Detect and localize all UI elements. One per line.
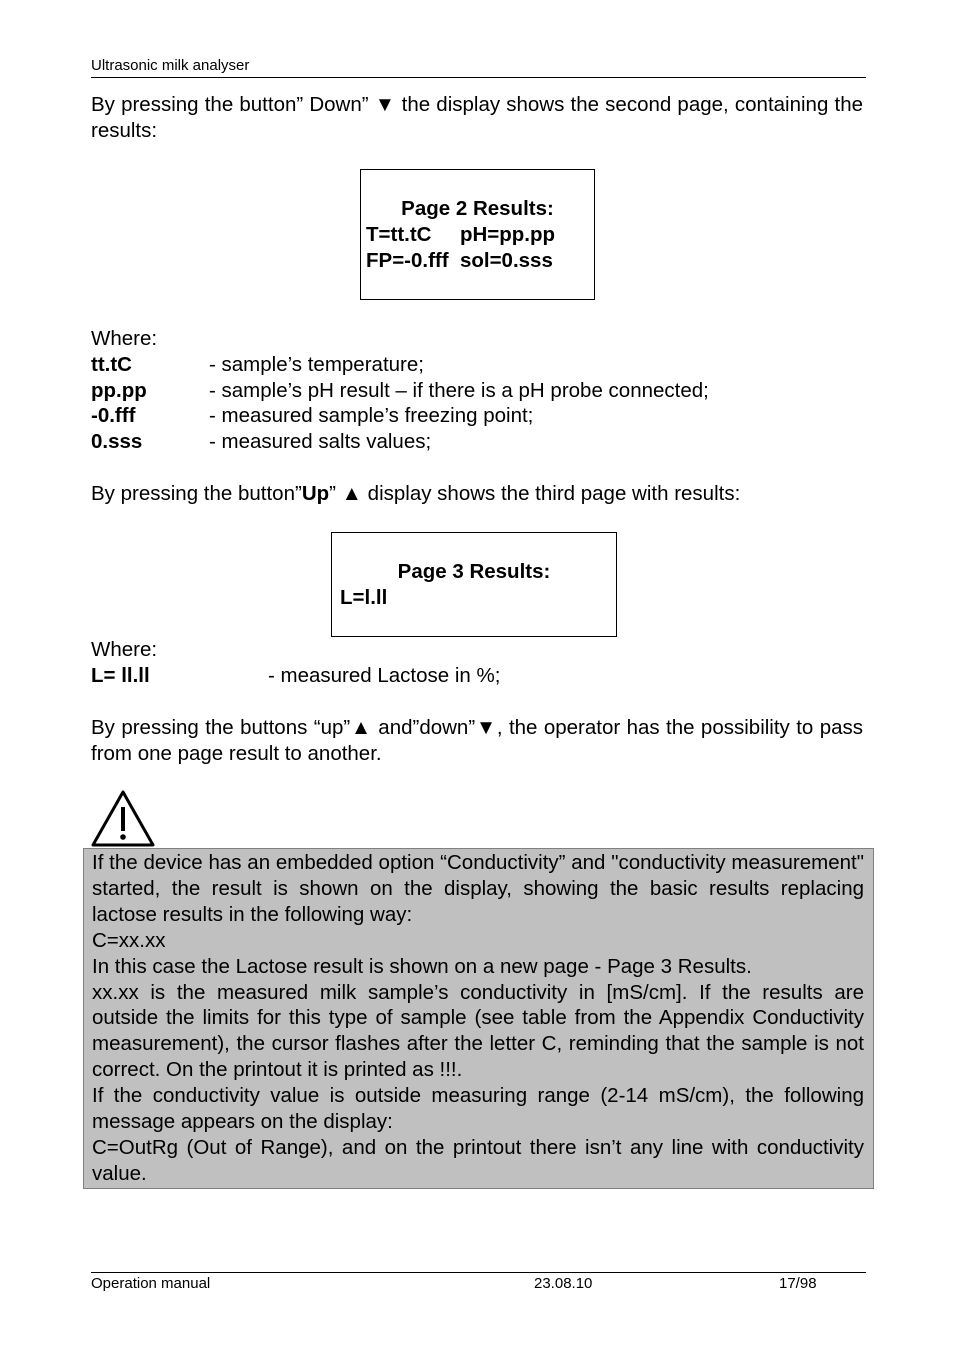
intro-page3-bold: Up bbox=[301, 482, 330, 505]
definition-description: - sample’s pH result – if there is a pH probe connected; bbox=[209, 378, 709, 402]
intro-page3-after: ” ▲ display shows the third page with results: bbox=[329, 482, 741, 505]
note-paragraph-4: xx.xx is the measured milk sample’s conductivity in [mS/cm]. If the results are outside the limits for this type of sample (see table from the Appendix Conductivity measurement), the cursor flashes after the letter C, reminding that the sample is not correct. On the printout it is printed as !!!. bbox=[92, 980, 864, 1082]
note-formula: C=xx.xx bbox=[92, 928, 166, 952]
definition-description: - measured salts values; bbox=[209, 430, 432, 453]
definition-description: - sample’s temperature; bbox=[209, 352, 424, 376]
display-page2-box bbox=[360, 169, 595, 300]
definition-row bbox=[91, 403, 534, 429]
definition-description: - measured sample’s freezing point; bbox=[209, 404, 534, 428]
intro-page2-paragraph: By pressing the button” Down” ▼ the display shows the second page, containing the results: bbox=[91, 93, 863, 142]
footer-rule bbox=[91, 1272, 866, 1273]
definition-description: - measured Lactose in %; bbox=[268, 663, 501, 687]
definition-row bbox=[91, 429, 432, 455]
note-paragraph-1: If the device has an embedded option “Conductivity” and "conductivity measurement" started, the result is shown on the display, showing the basic results replacing lactose results in the following way: bbox=[92, 851, 864, 926]
note-paragraph-3: In this case the Lactose result is shown on a new page - Page 3 Results. bbox=[92, 954, 752, 978]
note-paragraph-6: C=OutRg (Out of Range), and on the printout there isn’t any line with conductivity value. bbox=[92, 1135, 864, 1185]
warning-icon bbox=[90, 789, 156, 847]
display-page2-title: Page 2 Results: bbox=[401, 197, 554, 220]
definition-row bbox=[91, 352, 424, 378]
display-page2-line1: T=tt.tC pH=pp.pp bbox=[366, 223, 556, 246]
footer-page-number: 17/98 bbox=[779, 1275, 817, 1292]
definitions-list-2 bbox=[91, 637, 501, 689]
conductivity-note-text bbox=[92, 850, 864, 1187]
definition-term: tt.tC bbox=[91, 352, 132, 376]
display-page3-box bbox=[331, 532, 617, 637]
footer-date: 23.08.10 bbox=[534, 1275, 593, 1292]
display-page2-line2: FP=-0.fff sol=0.sss bbox=[366, 249, 553, 272]
definition-row bbox=[91, 663, 501, 689]
footer-document-name: Operation manual bbox=[91, 1275, 211, 1292]
note-paragraph-5: If the conductivity value is outside measuring range (2-14 mS/cm), the following message appears on the display: bbox=[92, 1084, 864, 1134]
navigation-paragraph: By pressing the buttons “up”▲ and”down”▼, the operator has the possibility to pass from one page result to another. bbox=[91, 716, 863, 765]
intro-page3-paragraph bbox=[91, 481, 863, 507]
display-page3-line1: L=l.ll bbox=[340, 586, 388, 609]
definition-term: 0.sss bbox=[91, 430, 143, 453]
conductivity-note-box bbox=[83, 848, 874, 1189]
definitions-list-1 bbox=[91, 326, 709, 455]
header-rule bbox=[91, 77, 866, 78]
display-page3-title: Page 3 Results: bbox=[397, 560, 551, 583]
where-label: Where: bbox=[91, 327, 158, 350]
definition-row bbox=[91, 378, 709, 404]
definition-term: -0.fff bbox=[91, 404, 136, 428]
definition-term: L= ll.ll bbox=[91, 663, 150, 687]
where-label: Where: bbox=[91, 638, 158, 661]
document-header-title: Ultrasonic milk analyser bbox=[91, 57, 250, 74]
definition-term: pp.pp bbox=[91, 378, 147, 402]
intro-page3-before: By pressing the button” bbox=[91, 482, 302, 505]
